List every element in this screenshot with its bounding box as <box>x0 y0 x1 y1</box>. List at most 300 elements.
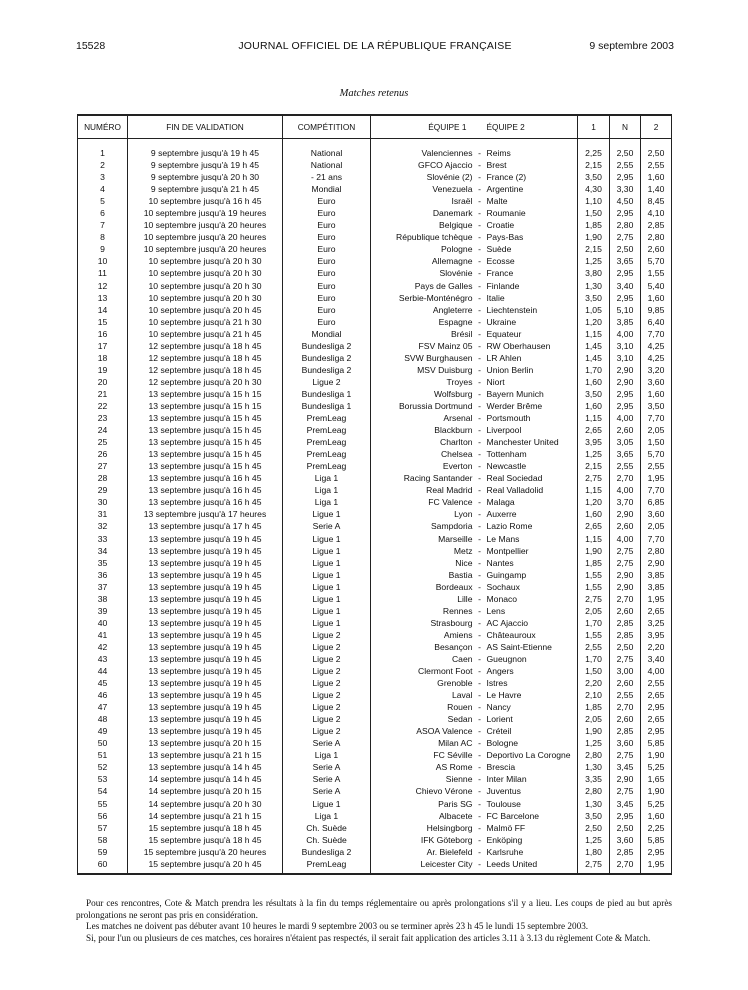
team-2: Guingamp <box>485 569 578 581</box>
odds-n: 2,55 <box>610 159 641 171</box>
competition: Ligue 1 <box>283 508 371 520</box>
table-row <box>78 810 672 822</box>
odds-2: 8,45 <box>641 195 672 207</box>
table-row <box>78 737 672 749</box>
team-separator: - <box>478 714 481 725</box>
validation-deadline: 13 septembre jusqu'à 19 h 45 <box>128 581 283 593</box>
team-1: Wolfsburg <box>371 388 475 400</box>
team-2: Lens <box>485 605 578 617</box>
team-2: RW Oberhausen <box>485 340 578 352</box>
team-separator: - <box>478 184 481 195</box>
odds-n: 4,00 <box>610 484 641 496</box>
odds-1: 1,90 <box>578 545 610 557</box>
odds-2: 2,80 <box>641 545 672 557</box>
table-row <box>78 557 672 569</box>
match-number: 37 <box>78 581 128 593</box>
team-separator: - <box>478 726 481 737</box>
odds-n: 2,55 <box>610 460 641 472</box>
match-number: 36 <box>78 569 128 581</box>
team-2: Union Berlin <box>485 364 578 376</box>
competition: Ligue 2 <box>283 713 371 725</box>
page-header <box>76 40 674 56</box>
table-row <box>78 593 672 605</box>
validation-deadline: 10 septembre jusqu'à 20 h 45 <box>128 304 283 316</box>
match-number: 46 <box>78 689 128 701</box>
team-2: Karlsruhe <box>485 846 578 858</box>
team-1: FSV Mainz 05 <box>371 340 475 352</box>
table-body <box>78 139 672 874</box>
team-1: Allemagne <box>371 255 475 267</box>
odds-1: 1,15 <box>578 328 610 340</box>
validation-deadline: 13 septembre jusqu'à 15 h 15 <box>128 400 283 412</box>
odds-2: 2,55 <box>641 159 672 171</box>
match-number: 32 <box>78 520 128 532</box>
team-1: Everton <box>371 460 475 472</box>
odds-n: 3,85 <box>610 316 641 328</box>
team-2: Monaco <box>485 593 578 605</box>
match-number: 12 <box>78 280 128 292</box>
match-number: 25 <box>78 436 128 448</box>
odds-n: 2,75 <box>610 557 641 569</box>
odds-n: 2,75 <box>610 231 641 243</box>
odds-1: 2,75 <box>578 472 610 484</box>
team-2: Real Valladolid <box>485 484 578 496</box>
team-separator: - <box>478 798 481 809</box>
odds-1: 1,20 <box>578 316 610 328</box>
team-1: Grenoble <box>371 677 475 689</box>
team-separator: - <box>478 545 481 556</box>
team-1: Sampdoria <box>371 520 475 532</box>
team-1: Marseille <box>371 533 475 545</box>
validation-deadline: 13 septembre jusqu'à 16 h 45 <box>128 472 283 484</box>
match-number: 51 <box>78 749 128 761</box>
validation-deadline: 13 septembre jusqu'à 17 h 45 <box>128 520 283 532</box>
validation-deadline: 13 septembre jusqu'à 19 h 45 <box>128 713 283 725</box>
team-separator: - <box>478 497 481 508</box>
table-row <box>78 304 672 316</box>
team-separator: - <box>478 232 481 243</box>
team-1: Nice <box>371 557 475 569</box>
odds-n: 4,00 <box>610 533 641 545</box>
validation-deadline: 13 septembre jusqu'à 14 h 45 <box>128 761 283 773</box>
odds-2: 3,25 <box>641 617 672 629</box>
match-number: 56 <box>78 810 128 822</box>
team-1: Angleterre <box>371 304 475 316</box>
match-number: 30 <box>78 496 128 508</box>
odds-1: 1,85 <box>578 557 610 569</box>
table-row <box>78 617 672 629</box>
table-row <box>78 822 672 834</box>
match-number: 29 <box>78 484 128 496</box>
validation-deadline: 10 septembre jusqu'à 21 h 45 <box>128 328 283 340</box>
odds-2: 2,65 <box>641 689 672 701</box>
match-number: 9 <box>78 243 128 255</box>
validation-deadline: 15 septembre jusqu'à 18 h 45 <box>128 834 283 846</box>
odds-1: 3,95 <box>578 436 610 448</box>
table-row <box>78 520 672 532</box>
team-separator: - <box>478 148 481 158</box>
team-separator: - <box>478 702 481 713</box>
odds-1: 1,70 <box>578 364 610 376</box>
odds-2: 1,95 <box>641 472 672 484</box>
competition: Serie A <box>283 737 371 749</box>
team-1: Metz <box>371 545 475 557</box>
team-2: Châteauroux <box>485 629 578 641</box>
odds-1: 1,90 <box>578 231 610 243</box>
match-number: 23 <box>78 412 128 424</box>
competition: Euro <box>283 195 371 207</box>
table-row <box>78 629 672 641</box>
table-caption: Matches retenus <box>339 88 409 99</box>
odds-1: 2,80 <box>578 785 610 797</box>
header-cote-n: N <box>610 115 641 139</box>
team-2: Croatie <box>485 219 578 231</box>
odds-n: 2,55 <box>610 689 641 701</box>
team-1: Besançon <box>371 641 475 653</box>
odds-2: 5,85 <box>641 737 672 749</box>
team-1: GFCO Ajaccio <box>371 159 475 171</box>
odds-n: 2,70 <box>610 472 641 484</box>
team-2: Argentine <box>485 183 578 195</box>
validation-deadline: 13 septembre jusqu'à 19 h 45 <box>128 641 283 653</box>
team-1: Bastia <box>371 569 475 581</box>
team-1: Lille <box>371 593 475 605</box>
odds-1: 1,85 <box>578 701 610 713</box>
team-1: Caen <box>371 653 475 665</box>
table-row <box>78 665 672 677</box>
team-1: Albacete <box>371 810 475 822</box>
validation-deadline: 13 septembre jusqu'à 15 h 45 <box>128 448 283 460</box>
team-separator: - <box>478 400 481 411</box>
odds-2: 2,95 <box>641 846 672 858</box>
competition: Ligue 2 <box>283 665 371 677</box>
team-1: Israël <box>371 195 475 207</box>
table-row <box>78 364 672 376</box>
validation-deadline: 13 septembre jusqu'à 19 h 45 <box>128 629 283 641</box>
odds-2: 3,20 <box>641 364 672 376</box>
team-separator: - <box>478 304 481 315</box>
odds-2: 2,55 <box>641 677 672 689</box>
odds-2: 2,65 <box>641 713 672 725</box>
table-row <box>78 677 672 689</box>
journal-title: JOURNAL OFFICIEL DE LA RÉPUBLIQUE FRANÇAISE <box>238 40 512 52</box>
odds-2: 3,85 <box>641 569 672 581</box>
odds-n: 4,50 <box>610 195 641 207</box>
team-separator: - <box>478 388 481 399</box>
match-number: 8 <box>78 231 128 243</box>
header-cote-2: 2 <box>641 115 672 139</box>
match-number: 4 <box>78 183 128 195</box>
team-2: AS Saint-Etienne <box>485 641 578 653</box>
team-separator: - <box>478 376 481 387</box>
team-separator: - <box>478 413 481 424</box>
odds-1: 3,50 <box>578 810 610 822</box>
competition: Ligue 1 <box>283 581 371 593</box>
team-2: Suède <box>485 243 578 255</box>
odds-n: 3,00 <box>610 665 641 677</box>
team-2: Reims <box>485 139 578 160</box>
odds-1: 1,50 <box>578 207 610 219</box>
odds-n: 3,45 <box>610 761 641 773</box>
team-separator: - <box>478 280 481 291</box>
team-1: Valenciennes <box>371 139 475 160</box>
odds-1: 1,55 <box>578 569 610 581</box>
match-number: 59 <box>78 846 128 858</box>
issue-date: 9 septembre 2003 <box>589 40 674 52</box>
odds-1: 2,05 <box>578 605 610 617</box>
team-1: FC Valence <box>371 496 475 508</box>
validation-deadline: 13 septembre jusqu'à 19 h 45 <box>128 677 283 689</box>
team-1: Chelsea <box>371 448 475 460</box>
odds-2: 4,10 <box>641 207 672 219</box>
odds-2: 2,85 <box>641 219 672 231</box>
odds-n: 2,50 <box>610 822 641 834</box>
validation-deadline: 13 septembre jusqu'à 19 h 45 <box>128 689 283 701</box>
validation-deadline: 14 septembre jusqu'à 20 h 30 <box>128 798 283 810</box>
match-number: 27 <box>78 460 128 472</box>
team-1: Espagne <box>371 316 475 328</box>
validation-deadline: 13 septembre jusqu'à 19 h 45 <box>128 605 283 617</box>
odds-2: 7,70 <box>641 328 672 340</box>
odds-2: 2,05 <box>641 520 672 532</box>
odds-n: 3,40 <box>610 280 641 292</box>
odds-1: 2,10 <box>578 689 610 701</box>
team-2: Juventus <box>485 785 578 797</box>
team-1: Blackburn <box>371 424 475 436</box>
table-row <box>78 749 672 761</box>
team-2: Auxerre <box>485 508 578 520</box>
validation-deadline: 9 septembre jusqu'à 19 h 45 <box>128 159 283 171</box>
competition: Liga 1 <box>283 484 371 496</box>
odds-1: 3,50 <box>578 292 610 304</box>
team-separator: - <box>478 810 481 821</box>
team-2: Malte <box>485 195 578 207</box>
team-2: Liechtenstein <box>485 304 578 316</box>
competition: Ligue 1 <box>283 533 371 545</box>
validation-deadline: 13 septembre jusqu'à 19 h 45 <box>128 533 283 545</box>
table-row <box>78 267 672 279</box>
odds-n: 2,60 <box>610 424 641 436</box>
competition: Euro <box>283 243 371 255</box>
team-separator: - <box>478 690 481 701</box>
team-separator: - <box>478 172 481 183</box>
competition: Euro <box>283 304 371 316</box>
competition: Bundesliga 2 <box>283 364 371 376</box>
competition: PremLeag <box>283 858 371 874</box>
team-2: Le Mans <box>485 533 578 545</box>
team-2: Pays-Bas <box>485 231 578 243</box>
table-row <box>78 159 672 171</box>
odds-n: 2,70 <box>610 858 641 874</box>
validation-deadline: 13 septembre jusqu'à 19 h 45 <box>128 665 283 677</box>
team-separator: - <box>478 641 481 652</box>
team-separator: - <box>478 822 481 833</box>
match-number: 24 <box>78 424 128 436</box>
table-row <box>78 231 672 243</box>
team-2: Inter Milan <box>485 773 578 785</box>
team-separator: - <box>478 461 481 472</box>
match-number: 45 <box>78 677 128 689</box>
competition: PremLeag <box>283 448 371 460</box>
team-separator: - <box>478 774 481 785</box>
team-separator: - <box>478 268 481 279</box>
team-1: Pays de Galles <box>371 280 475 292</box>
table-row <box>78 798 672 810</box>
team-2: Bologne <box>485 737 578 749</box>
odds-n: 2,90 <box>610 581 641 593</box>
odds-1: 1,15 <box>578 533 610 545</box>
table-row <box>78 340 672 352</box>
odds-2: 1,90 <box>641 785 672 797</box>
competition: Ligue 2 <box>283 677 371 689</box>
team-2: Nancy <box>485 701 578 713</box>
odds-1: 3,50 <box>578 388 610 400</box>
competition: Bundesliga 1 <box>283 400 371 412</box>
validation-deadline: 14 septembre jusqu'à 20 h 15 <box>128 785 283 797</box>
odds-n: 2,75 <box>610 749 641 761</box>
match-number: 53 <box>78 773 128 785</box>
odds-1: 1,55 <box>578 629 610 641</box>
match-number: 26 <box>78 448 128 460</box>
competition: Euro <box>283 231 371 243</box>
footnotes <box>76 898 672 944</box>
validation-deadline: 13 septembre jusqu'à 19 h 45 <box>128 557 283 569</box>
competition: Bundesliga 1 <box>283 388 371 400</box>
odds-1: 1,20 <box>578 496 610 508</box>
team-2: Liverpool <box>485 424 578 436</box>
validation-deadline: 13 septembre jusqu'à 19 h 45 <box>128 725 283 737</box>
header-numero: NUMÉRO <box>78 115 128 139</box>
team-2: Brest <box>485 159 578 171</box>
validation-deadline: 13 septembre jusqu'à 16 h 45 <box>128 496 283 508</box>
table-row <box>78 508 672 520</box>
odds-2: 6,40 <box>641 316 672 328</box>
odds-1: 1,45 <box>578 340 610 352</box>
odds-1: 2,65 <box>578 520 610 532</box>
team-separator: - <box>478 437 481 448</box>
odds-2: 4,25 <box>641 352 672 364</box>
team-1: Amiens <box>371 629 475 641</box>
odds-2: 1,90 <box>641 749 672 761</box>
team-1: Racing Santander <box>371 472 475 484</box>
team-1: Real Madrid <box>371 484 475 496</box>
table-row <box>78 545 672 557</box>
odds-1: 2,65 <box>578 424 610 436</box>
team-2: Montpellier <box>485 545 578 557</box>
match-number: 14 <box>78 304 128 316</box>
team-separator: - <box>478 762 481 773</box>
table-row <box>78 846 672 858</box>
competition: Euro <box>283 255 371 267</box>
table-row <box>78 581 672 593</box>
team-2: Real Sociedad <box>485 472 578 484</box>
table-row <box>78 858 672 874</box>
odds-2: 4,25 <box>641 340 672 352</box>
team-separator: - <box>478 846 481 857</box>
team-2: Sochaux <box>485 581 578 593</box>
team-separator: - <box>478 617 481 628</box>
table-row <box>78 761 672 773</box>
odds-2: 2,95 <box>641 701 672 713</box>
team-2: Nantes <box>485 557 578 569</box>
table-row <box>78 280 672 292</box>
validation-deadline: 12 septembre jusqu'à 18 h 45 <box>128 364 283 376</box>
team-1: Ar. Bielefeld <box>371 846 475 858</box>
odds-2: 1,60 <box>641 810 672 822</box>
team-1: Pologne <box>371 243 475 255</box>
match-number: 57 <box>78 822 128 834</box>
odds-2: 2,90 <box>641 557 672 569</box>
match-number: 7 <box>78 219 128 231</box>
validation-deadline: 10 septembre jusqu'à 16 h 45 <box>128 195 283 207</box>
team-separator: - <box>478 256 481 267</box>
table-row <box>78 255 672 267</box>
odds-n: 3,10 <box>610 340 641 352</box>
match-number: 50 <box>78 737 128 749</box>
team-2: Lorient <box>485 713 578 725</box>
team-separator: - <box>478 557 481 568</box>
table-row <box>78 785 672 797</box>
team-separator: - <box>478 160 481 171</box>
odds-n: 2,50 <box>610 139 641 160</box>
team-2: Ecosse <box>485 255 578 267</box>
odds-1: 1,05 <box>578 304 610 316</box>
odds-1: 2,20 <box>578 677 610 689</box>
team-separator: - <box>478 208 481 219</box>
team-1: SVW Burghausen <box>371 352 475 364</box>
match-number: 42 <box>78 641 128 653</box>
odds-2: 5,25 <box>641 798 672 810</box>
team-2: Toulouse <box>485 798 578 810</box>
odds-2: 1,50 <box>641 436 672 448</box>
team-2: Gueugnon <box>485 653 578 665</box>
validation-deadline: 12 septembre jusqu'à 18 h 45 <box>128 352 283 364</box>
team-1: Brésil <box>371 328 475 340</box>
validation-deadline: 15 septembre jusqu'à 20 heures <box>128 846 283 858</box>
validation-deadline: 10 septembre jusqu'à 20 h 30 <box>128 267 283 279</box>
match-number: 22 <box>78 400 128 412</box>
odds-n: 2,60 <box>610 713 641 725</box>
team-separator: - <box>475 858 485 874</box>
odds-2: 7,70 <box>641 533 672 545</box>
match-number: 55 <box>78 798 128 810</box>
team-separator: - <box>478 678 481 689</box>
odds-n: 2,95 <box>610 267 641 279</box>
validation-deadline: 9 septembre jusqu'à 20 h 30 <box>128 171 283 183</box>
match-number: 60 <box>78 858 128 874</box>
validation-deadline: 10 septembre jusqu'à 20 heures <box>128 231 283 243</box>
team-2: Newcastle <box>485 460 578 472</box>
competition: Ch. Suède <box>283 834 371 846</box>
table-row <box>78 219 672 231</box>
team-separator: - <box>478 786 481 797</box>
validation-deadline: 10 septembre jusqu'à 21 h 30 <box>128 316 283 328</box>
competition: Liga 1 <box>283 810 371 822</box>
table-row <box>78 376 672 388</box>
odds-2: 5,70 <box>641 255 672 267</box>
table-row <box>78 436 672 448</box>
odds-1: 1,25 <box>578 448 610 460</box>
team-1: Rennes <box>371 605 475 617</box>
odds-2: 1,60 <box>641 388 672 400</box>
team-separator: - <box>478 364 481 375</box>
odds-1: 2,80 <box>578 749 610 761</box>
competition: Mondial <box>283 328 371 340</box>
match-number: 39 <box>78 605 128 617</box>
odds-n: 2,70 <box>610 701 641 713</box>
odds-1: 2,15 <box>578 243 610 255</box>
team-2: Bayern Munich <box>485 388 578 400</box>
